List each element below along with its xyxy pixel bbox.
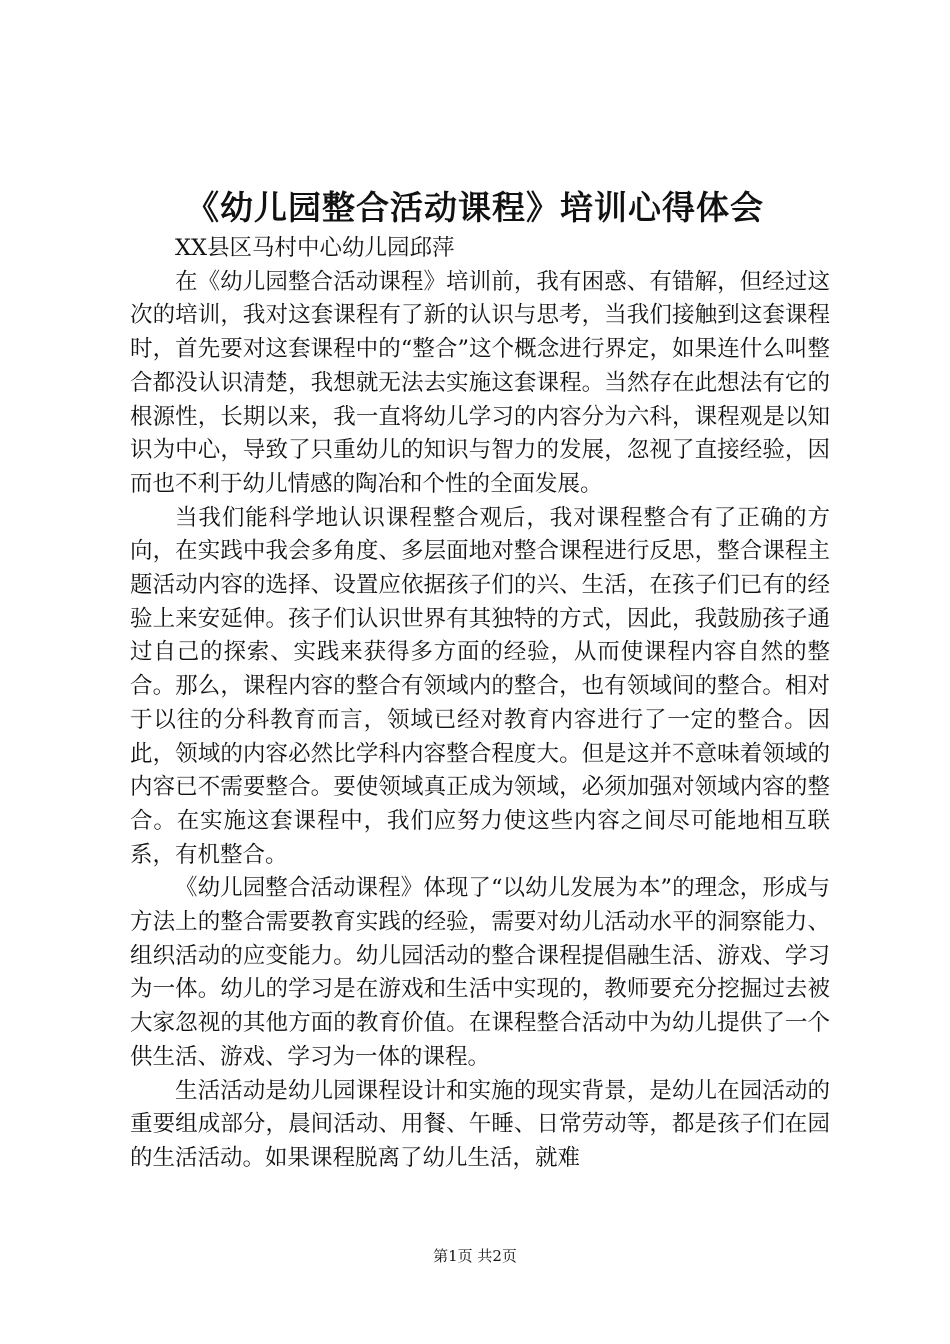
paragraph-2: 当我们能科学地认识课程整合观后，我对课程整合有了正确的方向，在实践中我会多角度、多层面地对整合课程进行反思，整合课程主题活动内容的选择、设置应依据孩子们的兴、生活，在孩子们已有的经验上来安延伸。孩子们认识世界有其独特的方式，因此，我鼓励孩子通过自己的探索、实践来获得多方面的经验，从而使课程内容自然的整合。那么，课程内容的整合有领域内的整合，也有领域间的整合。相对于以往的分科教育而言，领域已经对教育内容进行了一定的整合。因此，领域的内容必然比学科内容整合程度大。但是这并不意味着领域的内容已不需要整合。要使领域真正成为领域，必须加强对领域内容的整合。在实施这套课程中，我们应努力使这些内容之间尽可能地相互联系，有机整合。 bbox=[130, 504, 830, 868]
page-number-footer: 第1页 共2页 bbox=[433, 1247, 517, 1265]
document-body bbox=[130, 232, 830, 1176]
author-line: XX县区马村中心幼儿园邱萍 bbox=[175, 235, 455, 261]
paragraph-4: 生活活动是幼儿园课程设计和实施的现实背景，是幼儿在园活动的重要组成部分，晨间活动、用餐、午睡、日常劳动等，都是孩子们在园的生活活动。如果课程脱离了幼儿生活，就难 bbox=[130, 1077, 830, 1171]
document-title: 《幼儿园整合活动课程》培训心得体会 bbox=[186, 188, 764, 227]
paragraph-3: 《幼儿园整合活动课程》体现了“以幼儿发展为本”的理念，形成与方法上的整合需要教育实践的经验，需要对幼儿活动水平的洞察能力、组织活动的应变能力。幼儿园活动的整合课程提倡融生活、游戏、学习为一体。幼儿的学习是在游戏和生活中实现的，教师要充分挖掘过去被大家忽视的其他方面的教育价值。在课程整合活动中为幼儿提供了一个供生活、游戏、学习为一体的课程。 bbox=[130, 875, 830, 1070]
paragraph-1: 在《幼儿园整合活动课程》培训前，我有困惑、有错解，但经过这次的培训，我对这套课程有了新的认识与思考，当我们接触到这套课程时，首先要对这套课程中的“整合”这个概念进行界定，如果连什么叫整合都没认识清楚，我想就无法去实施这套课程。当然存在此想法有它的根源性，长期以来，我一直将幼儿学习的内容分为六科，课程观是以知识为中心，导致了只重幼儿的知识与智力的发展，忽视了直接经验，因而也不利于幼儿情感的陶冶和个性的全面发展。 bbox=[130, 268, 830, 497]
